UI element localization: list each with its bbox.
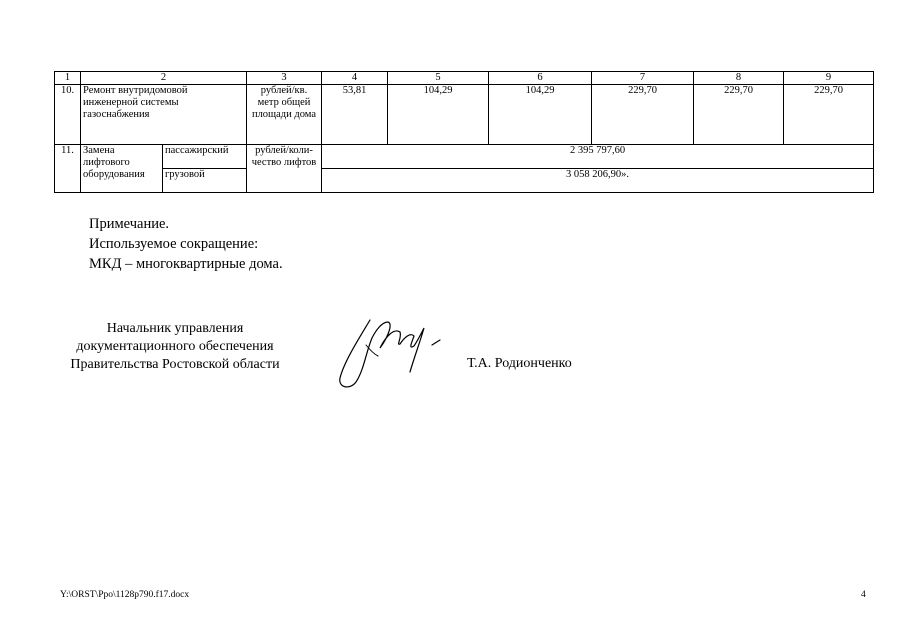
value-cell: 229,70 [784,85,874,145]
page-number: 4 [861,590,866,600]
row-number: 11. [55,145,81,193]
value-cell: 229,70 [694,85,784,145]
value-cell: 229,70 [592,85,694,145]
table-row [55,145,874,169]
row-number: 10. [55,85,81,145]
note-heading: Примечание. [89,216,170,232]
table-row [55,169,874,193]
note-line: Используемое сокращение: [89,236,259,252]
value-cell: 3 058 206,90». [322,169,874,193]
table-row [55,85,874,145]
note-block [89,214,283,274]
handwritten-signature [330,300,445,395]
row-subtype: грузовой [163,169,247,193]
row-name: Замена лифтового оборудования [81,145,163,193]
row-subtype: пассажирский [163,145,247,169]
header-cell: 1 [55,72,81,85]
signer-title [50,320,300,374]
value-cell: 104,29 [489,85,592,145]
row-name: Ремонт внутридомовой инженерной системы газоснабжения [81,85,247,145]
header-cell: 9 [784,72,874,85]
value-cell: 104,29 [388,85,489,145]
signer-title-line: Правительства Ростовской области [70,357,280,372]
signer-title-line: Начальник управления [106,321,244,336]
note-line: МКД – многоквартирные дома. [89,256,283,272]
header-cell: 2 [81,72,247,85]
signer-title-line: документационного обеспечения [76,339,274,354]
header-cell: 3 [247,72,322,85]
value-cell: 2 395 797,60 [322,145,874,169]
signer-name: Т.А. Родионченко [467,356,572,371]
header-cell: 6 [489,72,592,85]
table-header-row [55,72,874,85]
header-cell: 4 [322,72,388,85]
header-cell: 7 [592,72,694,85]
value-cell: 53,81 [322,85,388,145]
row-unit: рублей/кв. метр общей площади дома [247,85,322,145]
tariff-table [54,71,874,193]
file-path: Y:\ORST\Ppo\1128p790.f17.docx [60,590,190,600]
header-cell: 5 [388,72,489,85]
row-unit: рублей/коли-чество лифтов [247,145,322,193]
header-cell: 8 [694,72,784,85]
